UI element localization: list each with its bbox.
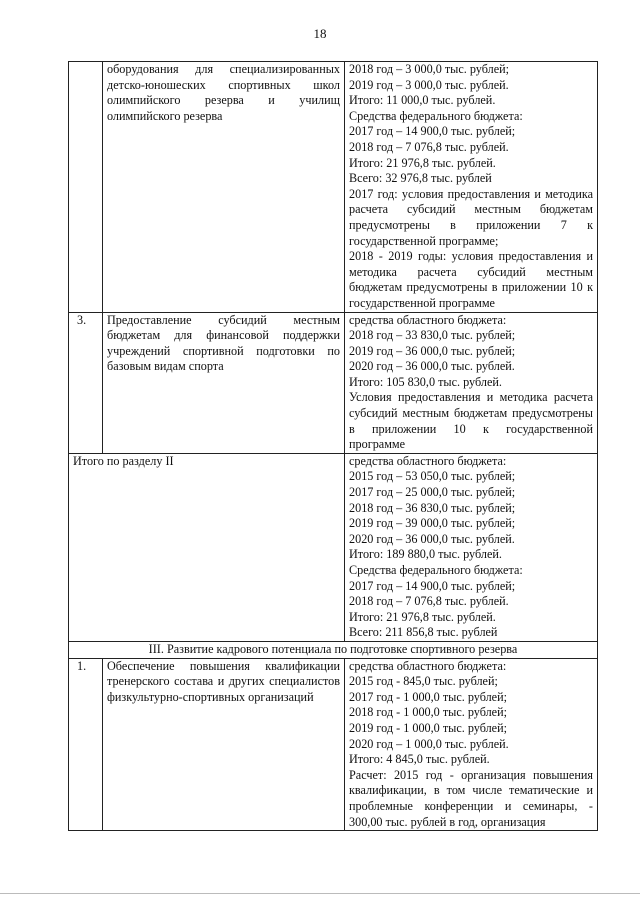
scan-edge-divider bbox=[0, 893, 640, 894]
section-title: III. Развитие кадрового потенциала по подготовке спортивного резерва bbox=[69, 641, 598, 658]
funding-line: 2020 год – 36 000,0 тыс. рублей. bbox=[349, 531, 515, 546]
funding-line: 2018 год - 1 000,0 тыс. рублей; bbox=[349, 705, 508, 720]
section-header-row bbox=[69, 641, 598, 658]
funding-line: Средства федерального бюджета: bbox=[349, 108, 523, 123]
funding-line: 2015 год - 845,0 тыс. рублей; bbox=[349, 674, 498, 689]
funding-line: 2017 год: условия предоставления и методика расчета субсидий местным бюджетам предусмотрены в приложении 7 к государственной программе; bbox=[349, 186, 593, 248]
funding-line: 2017 год – 14 900,0 тыс. рублей; bbox=[349, 124, 516, 139]
funding-line: Итого: 21 976,8 тыс. рублей. bbox=[349, 609, 496, 624]
funding-line: 2020 год – 36 000,0 тыс. рублей. bbox=[349, 359, 515, 374]
table-row bbox=[69, 658, 598, 831]
funding-line: средства областного бюджета: bbox=[349, 312, 507, 327]
funding-line: Итого: 105 830,0 тыс. рублей. bbox=[349, 374, 502, 389]
activity-name: оборудования для специализированных детско-юношеских спортивных школ олимпийского резерва и училищ олимпийского резерва bbox=[103, 62, 345, 313]
funding-line: 2017 год – 25 000,0 тыс. рублей; bbox=[349, 485, 516, 500]
table-row bbox=[69, 312, 598, 453]
funding-line: 2018 - 2019 годы: условия предоставления и методика расчета субсидий местным бюджетам предусмотрены в приложении 10 к государственной программе bbox=[349, 249, 593, 310]
funding-cell bbox=[345, 62, 598, 313]
funding-line: 2018 год – 36 830,0 тыс. рублей; bbox=[349, 500, 516, 515]
section-total-row bbox=[69, 453, 598, 641]
funding-line: средства областного бюджета: bbox=[349, 658, 507, 673]
funding-line: 2019 год - 1 000,0 тыс. рублей; bbox=[349, 720, 508, 735]
funding-line: 2018 год – 33 830,0 тыс. рублей; bbox=[349, 328, 516, 343]
funding-line: Итого: 189 880,0 тыс. рублей. bbox=[349, 547, 502, 562]
funding-line: 2019 год – 39 000,0 тыс. рублей; bbox=[349, 516, 516, 531]
funding-line: Условия предоставления и методика расчета субсидий местным бюджетам предусмотрены в приложении 10 к государственной программе bbox=[349, 390, 593, 452]
funding-line: 2018 год – 7 076,8 тыс. рублей. bbox=[349, 139, 509, 154]
funding-line: 2019 год – 3 000,0 тыс. рублей. bbox=[349, 77, 509, 92]
funding-line: 2018 год – 3 000,0 тыс. рублей; bbox=[349, 62, 510, 76]
funding-line: Средства федерального бюджета: bbox=[349, 563, 523, 577]
funding-line: Расчет: 2015 год - организация повышения квалификации, в том числе тематические и проблемные конференции и семинары, - 300,00 тыс. рублей в год, организация bbox=[349, 767, 593, 829]
funding-line: 2019 год – 36 000,0 тыс. рублей; bbox=[349, 343, 516, 358]
funding-cell bbox=[345, 658, 598, 831]
row-number bbox=[69, 62, 103, 313]
funding-line: Итого: 21 976,8 тыс. рублей. bbox=[349, 155, 496, 170]
section-total-label: Итого по разделу II bbox=[69, 453, 345, 641]
funding-line: 2017 год - 1 000,0 тыс. рублей; bbox=[349, 689, 508, 704]
funding-line: Всего: 211 856,8 тыс. рублей bbox=[349, 625, 498, 640]
funding-line: 2017 год – 14 900,0 тыс. рублей; bbox=[349, 578, 516, 593]
table-row bbox=[69, 62, 598, 313]
funding-line: 2015 год – 53 050,0 тыс. рублей; bbox=[349, 469, 516, 484]
funding-line: Итого: 4 845,0 тыс. рублей. bbox=[349, 752, 490, 767]
funding-line: Итого: 11 000,0 тыс. рублей. bbox=[349, 93, 496, 108]
funding-line: 2018 год – 7 076,8 тыс. рублей. bbox=[349, 594, 509, 609]
row-number: 3. bbox=[69, 312, 103, 453]
funding-cell bbox=[345, 312, 598, 453]
activity-name: Обеспечение повышения квалификации тренерского состава и других специалистов физкультурно-спортивных организаций bbox=[103, 658, 345, 831]
funding-line: Всего: 32 976,8 тыс. рублей bbox=[349, 171, 492, 186]
program-activities-table bbox=[68, 61, 598, 831]
funding-cell bbox=[345, 453, 598, 641]
funding-line: средства областного бюджета: bbox=[349, 453, 507, 468]
row-number: 1. bbox=[69, 658, 103, 831]
activity-name: Предоставление субсидий местным бюджетам для финансовой поддержки учреждений спортивной подготовки по базовым видам спорта bbox=[103, 312, 345, 453]
page-number: 18 bbox=[313, 26, 327, 41]
funding-line: 2020 год – 1 000,0 тыс. рублей. bbox=[349, 736, 509, 751]
